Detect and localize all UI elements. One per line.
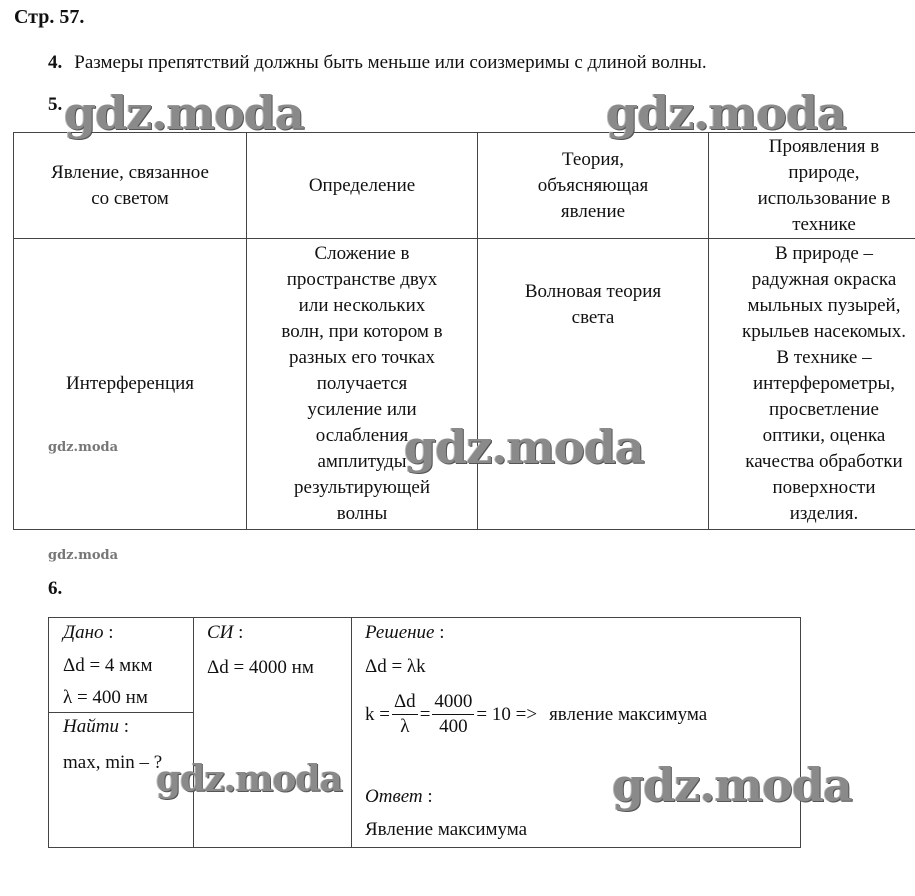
table-header-row <box>14 133 915 239</box>
cell-line: просветление <box>769 399 879 420</box>
watermark-logo: gdz.moda <box>156 758 342 800</box>
given-label: Дано <box>63 622 104 643</box>
cell-line: получается <box>316 373 408 394</box>
table-row <box>14 239 915 530</box>
given-lambda: λ = 400 нм <box>63 687 148 708</box>
given-delta-d: Δd = 4 мкм <box>63 655 153 676</box>
watermark-logo: gdz.moda <box>606 86 846 140</box>
fraction-2-denominator: 400 <box>439 716 468 737</box>
item-5-number: 5. <box>48 94 63 115</box>
item-4-number: 4. <box>48 52 63 73</box>
answer-heading <box>365 786 433 808</box>
cell-line: волн, при котором в <box>281 321 443 342</box>
header-line: явление <box>560 200 626 222</box>
answer-label: Ответ <box>365 786 423 807</box>
cell-line: ослабления <box>315 425 409 446</box>
cell-line: Волновая теория <box>524 281 662 302</box>
equals-sign: = <box>419 703 431 725</box>
header-line: Теория, <box>562 148 624 170</box>
cell-line: волны <box>336 503 388 524</box>
header-line: технике <box>792 213 856 235</box>
cell-line: амплитуды <box>317 451 407 472</box>
header-line: природе, <box>788 161 860 183</box>
cell-line: радужная окраска <box>751 269 897 290</box>
divider <box>351 618 352 847</box>
formula-2-left: k = <box>365 703 390 725</box>
cell-line: В природе – <box>774 243 874 264</box>
watermark-logo: gdz.moda <box>404 420 644 474</box>
header-line: объясняющая <box>537 174 649 196</box>
colon: : <box>108 622 114 643</box>
cell-line: крыльев насекомых. <box>742 321 906 342</box>
cell-line: интерферометры, <box>753 373 895 394</box>
find-value: max, min – ? <box>63 752 163 773</box>
colon: : <box>238 622 244 643</box>
fraction-2 <box>432 690 474 739</box>
header-manifestation <box>709 133 915 239</box>
si-label: СИ <box>207 622 234 643</box>
item-4-text: Размеры препятствий должны быть меньше или соизмеримы с длиной волны. <box>74 52 707 73</box>
watermark-logo: gdz.moda <box>64 86 304 140</box>
header-definition <box>247 133 478 239</box>
task-6-table <box>48 617 801 848</box>
cell-line: качества обработки <box>745 451 903 472</box>
header-line: Определение <box>308 174 416 196</box>
cell-definition <box>247 239 478 530</box>
si-value: Δd = 4000 нм <box>207 657 314 678</box>
cell-line: пространстве двух <box>286 269 438 290</box>
watermark-small: gdz.moda <box>48 548 119 563</box>
find-label: Найти <box>63 716 119 737</box>
colon: : <box>123 716 129 737</box>
item-6-number: 6. <box>48 578 63 599</box>
formula-2-result: явление максимума <box>549 703 708 725</box>
cell-line: изделия. <box>789 503 859 524</box>
header-line: Проявления в <box>768 135 880 157</box>
colon: : <box>439 622 445 643</box>
find-heading <box>63 716 129 738</box>
cell-line: Сложение в <box>314 243 410 264</box>
cell-phenomenon: Интерференция <box>14 239 247 530</box>
solution-heading <box>365 622 445 644</box>
fraction-1-numerator: Δd <box>392 690 418 715</box>
cell-line: или нескольких <box>298 295 426 316</box>
fraction-2-numerator: 4000 <box>432 690 474 715</box>
page-label: Стр. 57. <box>14 6 85 28</box>
divider <box>49 712 193 713</box>
cell-line: результирующей <box>293 477 430 498</box>
fraction-1 <box>392 690 418 739</box>
divider <box>193 618 194 847</box>
header-phenomenon <box>14 133 247 239</box>
cell-line: оптики, оценка <box>762 425 886 446</box>
item-4 <box>48 52 707 74</box>
formula-1: Δd = λk <box>365 656 426 677</box>
cell-line: усиление или <box>307 399 417 420</box>
si-heading <box>207 622 243 644</box>
cell-theory <box>478 239 709 530</box>
cell-line: света <box>571 307 615 328</box>
header-theory <box>478 133 709 239</box>
answer-value: Явление максимума <box>365 819 528 840</box>
watermark-logo: gdz.moda <box>612 758 852 812</box>
cell-line: мыльных пузырей, <box>747 295 901 316</box>
cell-line: В технике – <box>776 347 872 368</box>
header-line: Явление, связанное <box>51 161 209 183</box>
colon: : <box>427 786 433 807</box>
formula-2-right: = 10 => <box>476 703 538 725</box>
cell-line: разных его точках <box>288 347 436 368</box>
given-heading <box>63 622 114 644</box>
fraction-1-denominator: λ <box>400 716 410 737</box>
formula-2 <box>365 690 707 739</box>
watermark-small: gdz.moda <box>48 440 119 455</box>
solution-label: Решение <box>365 622 435 643</box>
cell-line: поверхности <box>772 477 876 498</box>
header-line: использование в <box>757 187 891 209</box>
header-line: со светом <box>91 187 169 209</box>
cell-manifestation <box>709 239 915 530</box>
